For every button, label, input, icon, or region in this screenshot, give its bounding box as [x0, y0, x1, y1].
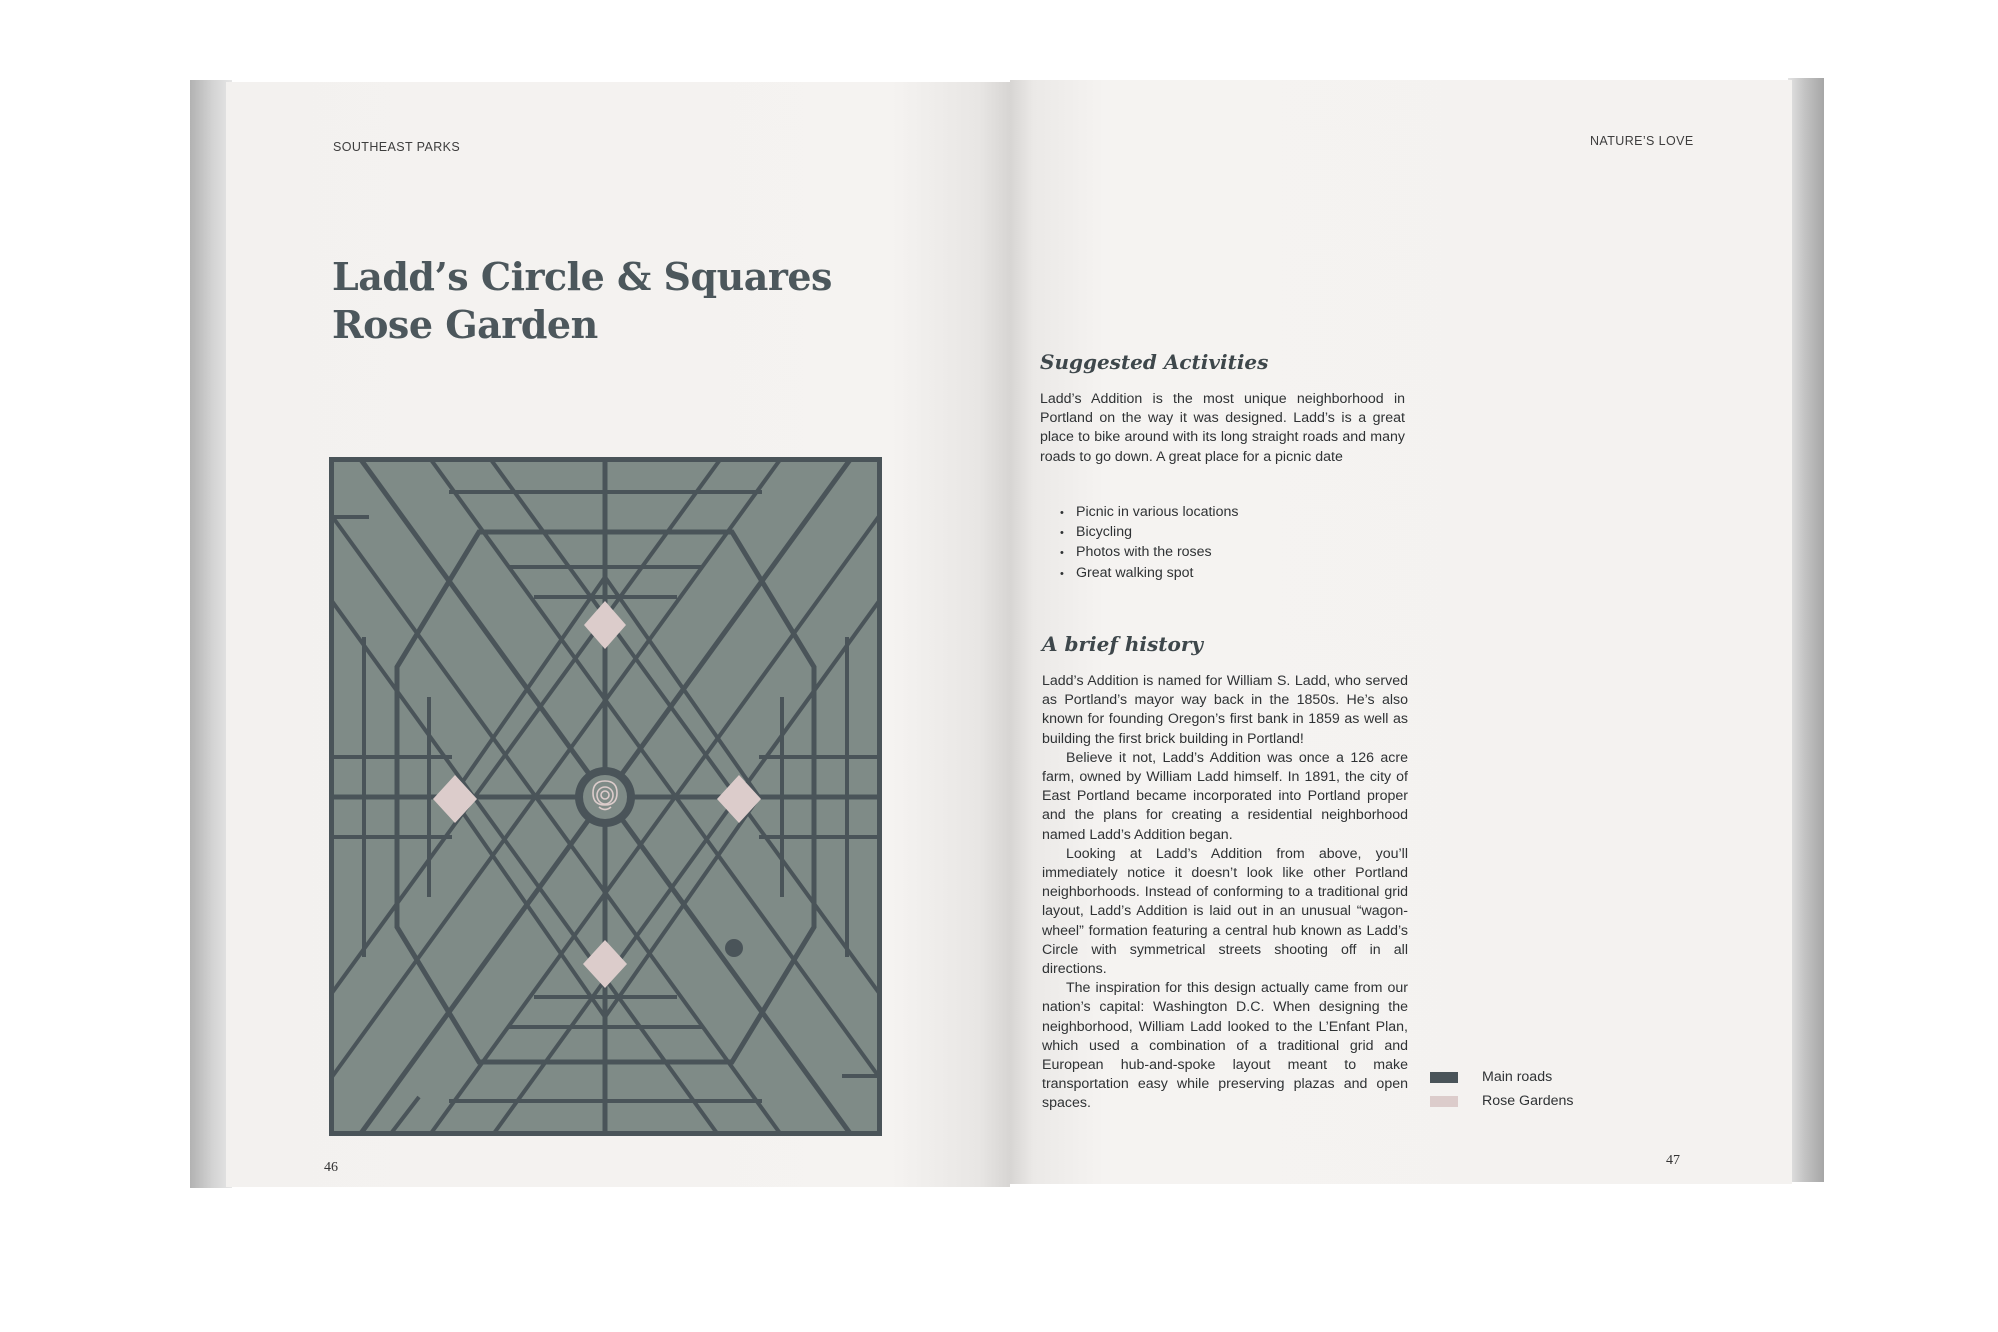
legend-label: Rose Gardens — [1482, 1093, 1574, 1109]
page-number-right: 47 — [1666, 1153, 1680, 1168]
list-item: • Picnic in various locations — [1060, 503, 1238, 523]
roundabout-marker — [725, 939, 743, 957]
history-paragraph-3: Looking at Ladd’s Addition from above, you’ll immediately notice it doesn’t look like other Portland neighborhoods. Instead of conforming to a traditional grid layout, Ladd’s Addition is laid out in an unusual “wagon-wheel” formation featuring a central hub known as Ladd’s Circle with symmetrical streets shooting off in all directions. — [1042, 845, 1408, 978]
history-heading: A brief history — [1042, 632, 1204, 656]
running-head-left: SOUTHEAST PARKS — [333, 140, 461, 154]
title-line-1: Ladd’s Circle & Squares — [332, 254, 832, 299]
activities-list — [1060, 503, 1238, 584]
page-number-left: 46 — [324, 1160, 338, 1175]
running-head-right: NATURE’S LOVE — [1590, 134, 1694, 148]
list-item: • Bicycling — [1060, 523, 1238, 543]
rose-gardens-swatch — [1430, 1096, 1458, 1107]
legend-label: Main roads — [1482, 1069, 1553, 1085]
legend-item-main-roads — [1430, 1065, 1573, 1089]
activities-intro-text: Ladd’s Addition is the most unique neighborhood in Portland on the way it was designed. Ladd’s is a great place to bike around with its long straight roads and many roads to go down. A great place for a picnic date — [1040, 391, 1405, 465]
history-paragraph-2: Believe it not, Ladd’s Addition was once a 126 acre farm, owned by William Ladd himself. In 1891, the city of East Portland became incorporated into Portland proper and the plans for creating a residential neighborhood named Ladd’s Addition began. — [1042, 749, 1408, 843]
history-paragraph-4: The inspiration for this design actually came from our nation’s capital: Washington D.C. When designing the neighborhood, William Ladd looked to the L’Enfant Plan, which used a combination of a traditional grid and European hub-and-spoke layout meant to make transportation easy while preserving plazas and open spaces. — [1042, 980, 1408, 1112]
page-title — [332, 253, 932, 349]
legend-item-rose-gardens — [1430, 1089, 1573, 1113]
list-item: • Photos with the roses — [1060, 543, 1238, 563]
neighborhood-map — [329, 457, 882, 1136]
map-illustration — [329, 457, 882, 1136]
activities-intro — [1040, 390, 1405, 467]
history-body — [1042, 672, 1408, 1114]
book-cover-edge-right — [1788, 78, 1824, 1182]
title-line-2: Rose Garden — [332, 302, 598, 347]
map-legend — [1430, 1065, 1573, 1113]
activities-heading: Suggested Activities — [1040, 350, 1269, 374]
main-roads-swatch — [1430, 1072, 1458, 1083]
list-item: • Great walking spot — [1060, 564, 1238, 584]
history-paragraph-1: Ladd’s Addition is named for William S. Ladd, who served as Portland’s mayor way back in the 1850s. He’s also known for founding Oregon’s first bank in 1859 as well as building the first brick building in Portland! — [1042, 673, 1408, 747]
